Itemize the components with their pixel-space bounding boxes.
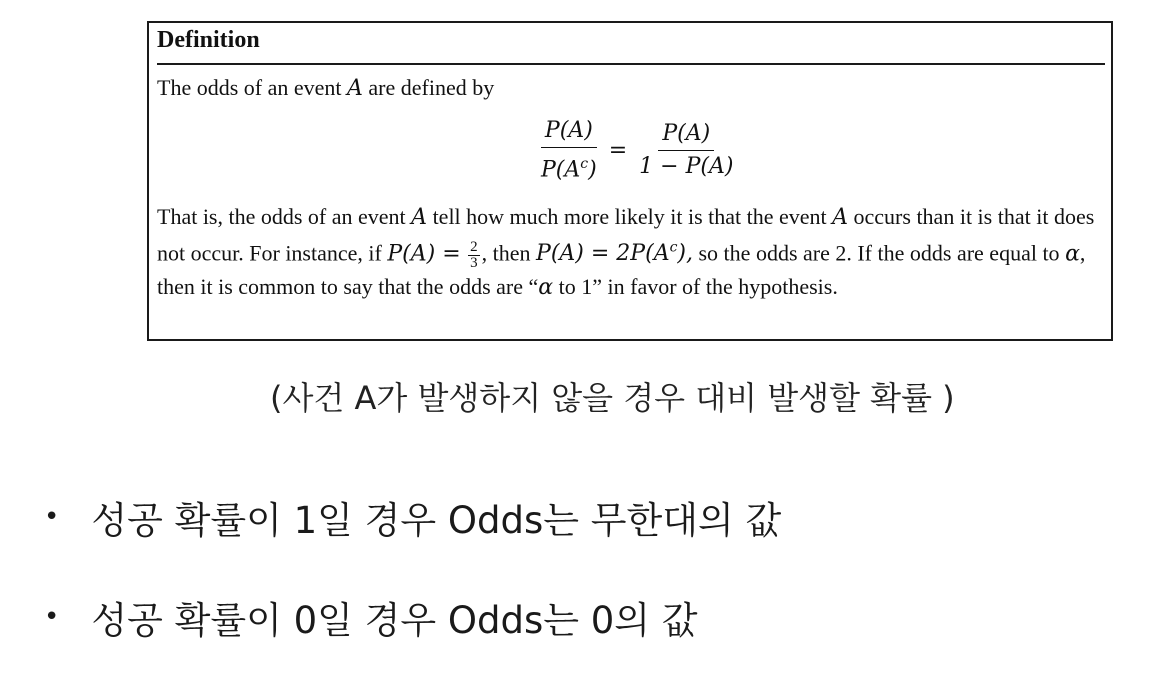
odds-formula [533,117,741,184]
definition-paragraph [157,201,1107,303]
para-text-1: That is, the odds of an event [157,204,406,229]
para-text-4: , then [481,240,531,266]
two-thirds-fraction [468,240,480,271]
lhs-den-pre: P(A [541,157,581,183]
intro-text: The odds of an event [157,75,342,100]
para-alpha: α [1065,241,1080,267]
para-math-2 [536,241,693,266]
para-var-2: A [832,205,849,230]
para-math-2-sup: c [669,240,678,256]
rhs-numerator: P(A) [658,120,714,151]
bullet-text: 성공 확률이 1일 경우 Odds는 무한대의 값 [91,499,782,542]
bullet-item-2 [44,590,698,644]
para-math-2-pre: P(A) = 2P(A [536,241,670,267]
intro-end: are defined by [368,75,495,100]
para-math-1: P(A) = [387,241,461,267]
para-text-6: , then it is common to say that the odds are “ [157,240,1086,299]
lhs-denominator [537,148,601,184]
bullet-marker: • [44,502,60,532]
lhs-den-sup: c [580,156,589,172]
lhs-numerator: P(A) [541,117,597,148]
para-text-3: occurs than it is that it does not occur. For instance, if [157,204,1095,266]
korean-caption: (사건 A가 발생하지 않을 경우 대비 발생할 확률 ) [270,379,955,417]
equals-sign: = [608,138,628,164]
rhs-denominator: 1 − P(A) [639,154,734,180]
bullet-marker: • [44,602,60,632]
para-math-2-post: ), [677,241,693,267]
title-divider [157,63,1105,65]
bullet-text: 성공 확률이 0일 경우 Odds는 0의 값 [91,599,698,642]
para-alpha-2: α [538,274,554,300]
para-var-1: A [411,205,428,230]
para-text-7: to 1” in favor of the hypothesis. [558,273,838,299]
para-text-2: tell how much more likely it is that the event [432,204,827,229]
frac-numerator: 2 [470,238,478,255]
rhs-fraction [635,120,737,181]
definition-box [147,21,1113,341]
bullet-item-1 [44,490,781,544]
lhs-fraction [537,117,601,184]
frac-denominator: 3 [470,254,478,271]
lhs-den-post: ) [588,157,597,183]
definition-title: Definition [157,27,260,53]
para-text-5: so the odds are 2. If the odds are equal to [698,240,1060,266]
intro-variable: A [347,76,363,101]
definition-intro [157,75,494,101]
